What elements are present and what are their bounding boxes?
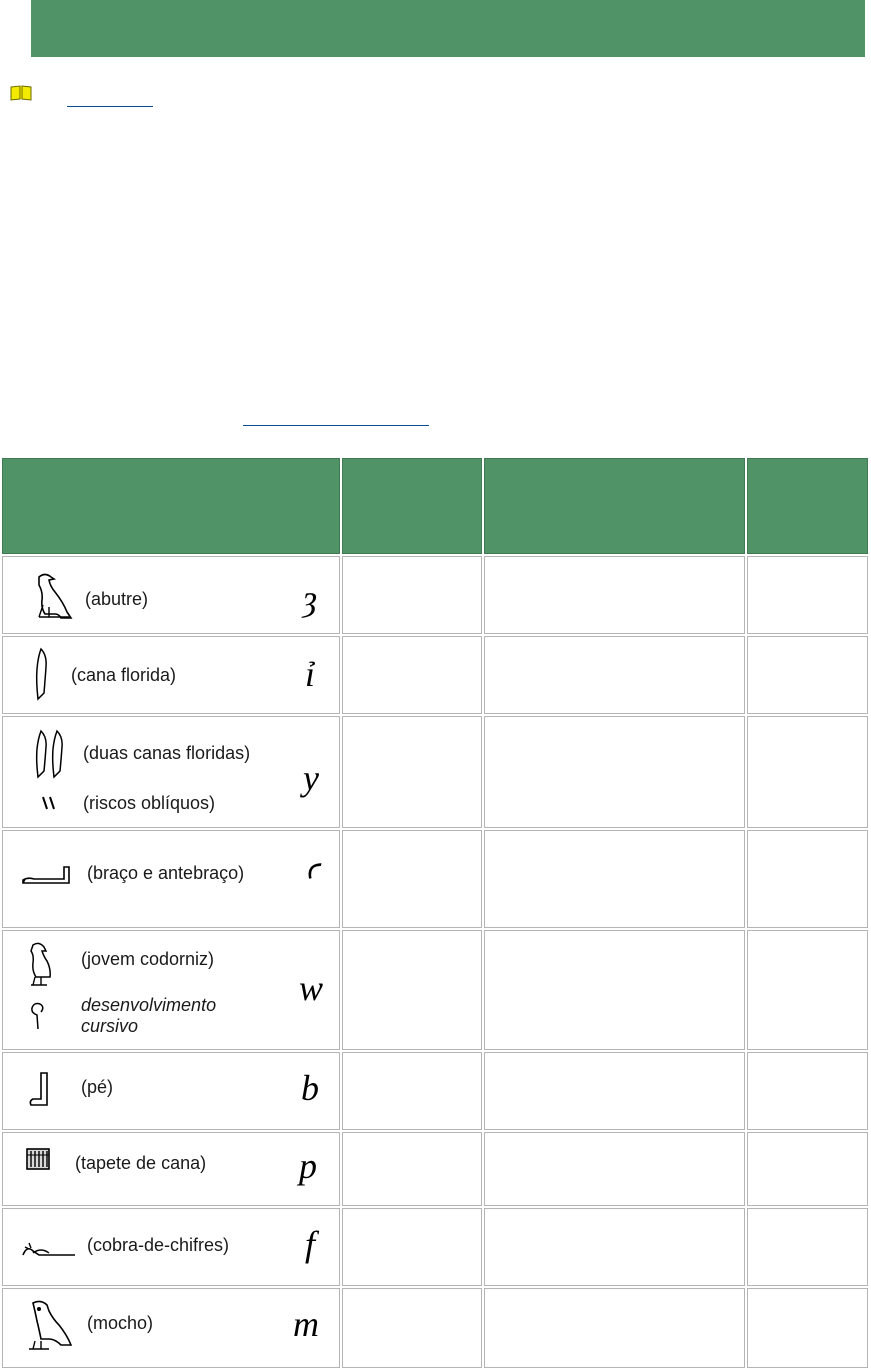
empty-cell [484, 636, 745, 714]
owl-glyph-icon [25, 1299, 75, 1351]
arm-glyph-icon [21, 865, 73, 887]
empty-cell [484, 716, 745, 828]
open-book-icon [9, 84, 33, 102]
coil-glyph-icon [29, 1001, 47, 1031]
header-cell-3 [484, 458, 745, 554]
empty-cell [484, 1132, 745, 1206]
empty-cell [747, 716, 868, 828]
section-link-underline[interactable] [243, 425, 429, 426]
foot-glyph-icon [27, 1071, 53, 1109]
sign-cell [2, 636, 340, 714]
empty-cell [342, 1052, 482, 1130]
title-bar [31, 0, 865, 57]
sign-cell [2, 556, 340, 634]
empty-cell [342, 716, 482, 828]
transliteration: y [303, 758, 319, 798]
alphabet-table [0, 456, 870, 1370]
header-cell-4 [747, 458, 868, 554]
reed-mat-glyph-icon [25, 1147, 51, 1171]
empty-cell [484, 930, 745, 1050]
empty-cell [747, 1132, 868, 1206]
sign-name: (tapete de cana) [75, 1153, 207, 1173]
header-cell-2 [342, 458, 482, 554]
two-reeds-glyph-icon [33, 729, 67, 781]
empty-cell [484, 1052, 745, 1130]
table-row [2, 636, 868, 714]
transliteration: ꜥ [305, 854, 320, 887]
empty-cell [747, 930, 868, 1050]
table-row [2, 1208, 868, 1286]
table-row [2, 830, 868, 928]
horned-viper-glyph-icon [21, 1241, 77, 1259]
quail-chick-glyph-icon [25, 941, 55, 987]
top-link-underline[interactable] [67, 106, 153, 107]
sign-cell [2, 716, 340, 828]
empty-cell [747, 556, 868, 634]
table-row [2, 1288, 868, 1368]
sign-name: (braço e antebraço) [87, 863, 245, 883]
transliteration: ỉ [305, 654, 316, 694]
empty-cell [747, 1052, 868, 1130]
vulture-glyph-icon [25, 571, 73, 621]
empty-cell [747, 1288, 868, 1368]
transliteration: m [293, 1304, 319, 1344]
table-header-row [2, 458, 868, 554]
sign-name-secondary: (riscos oblíquos) [83, 793, 216, 813]
empty-cell [484, 1208, 745, 1286]
empty-cell [342, 556, 482, 634]
transliteration: b [301, 1068, 319, 1108]
empty-cell [342, 1208, 482, 1286]
empty-cell [342, 1288, 482, 1368]
table-row [2, 1132, 868, 1206]
sign-cell [2, 1288, 340, 1368]
empty-cell [342, 636, 482, 714]
header-cell-sign [2, 458, 340, 554]
sign-cell [2, 930, 340, 1050]
table-row [2, 716, 868, 828]
table-row [2, 556, 868, 634]
table-row [2, 1052, 868, 1130]
empty-cell [747, 830, 868, 928]
empty-cell [484, 556, 745, 634]
table-row [2, 930, 868, 1050]
sign-cell [2, 830, 340, 928]
sign-name-secondary: desenvolvimento cursivo [81, 995, 217, 1036]
sign-cell [2, 1052, 340, 1130]
empty-cell [484, 1288, 745, 1368]
sign-name: (mocho) [87, 1313, 154, 1333]
transliteration: w [299, 968, 324, 1008]
sign-name: (pé) [81, 1077, 114, 1097]
empty-cell [342, 830, 482, 928]
transliteration: ȝ [303, 578, 318, 618]
oblique-strokes-glyph-icon [41, 795, 57, 811]
sign-name: (jovem codorniz) [81, 949, 215, 969]
empty-cell [747, 1208, 868, 1286]
empty-cell [342, 930, 482, 1050]
empty-cell [342, 1132, 482, 1206]
sign-name: (cobra-de-chifres) [87, 1235, 230, 1255]
flowering-reed-glyph-icon [33, 647, 49, 703]
sign-cell [2, 1208, 340, 1286]
sign-name: (cana florida) [71, 665, 177, 685]
sign-name: (duas canas floridas) [83, 743, 251, 763]
transliteration: f [305, 1224, 316, 1264]
sign-name: (abutre) [85, 589, 149, 609]
transliteration: p [299, 1146, 317, 1186]
empty-cell [484, 830, 745, 928]
sign-cell [2, 1132, 340, 1206]
empty-cell [747, 636, 868, 714]
